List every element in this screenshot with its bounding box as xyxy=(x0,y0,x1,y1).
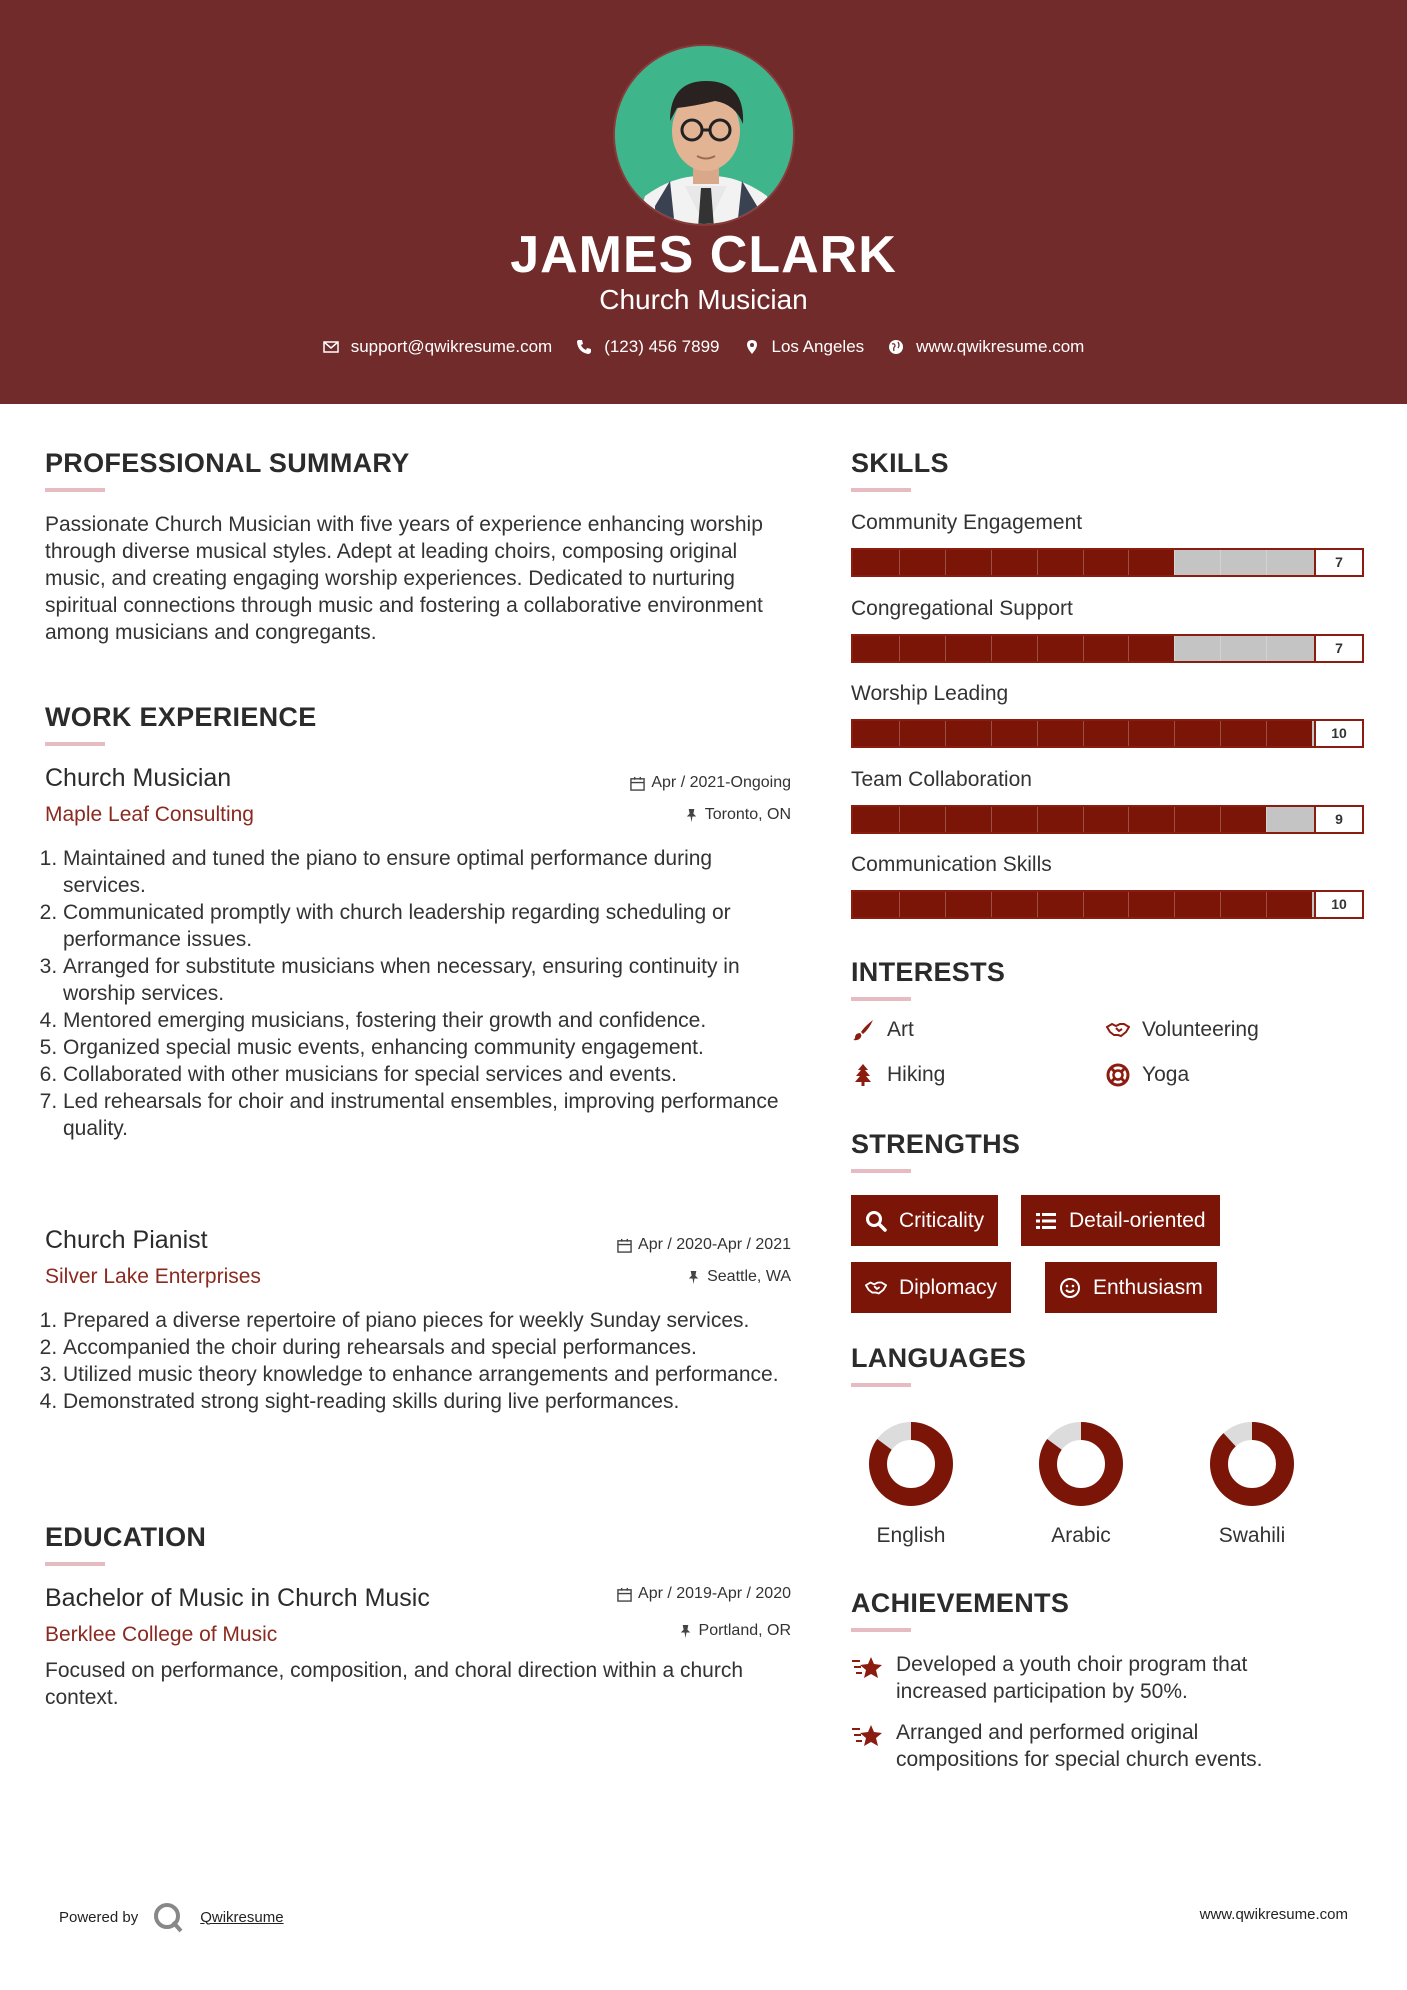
skill-bar-segment xyxy=(1220,636,1221,661)
strength-label: Enthusiasm xyxy=(1093,1275,1203,1299)
list-item: 7. Led rehearsals for choir and instrumental ensembles, improving performance quality. xyxy=(63,1088,785,1142)
interest-item xyxy=(851,1018,914,1042)
smile-icon xyxy=(1059,1277,1081,1299)
skill-bar-segment xyxy=(991,550,992,575)
skill-bar xyxy=(851,719,1364,748)
skill-bar-segment xyxy=(991,892,992,917)
phone-text: (123) 456 7899 xyxy=(604,337,720,356)
envelope-icon xyxy=(323,339,339,355)
experience-divider xyxy=(45,742,105,746)
language-label: English xyxy=(876,1524,946,1547)
skill-bar-fill xyxy=(853,550,1174,575)
skill-bar-segment xyxy=(991,636,992,661)
brand-link[interactable]: Qwikresume xyxy=(200,1908,284,1926)
list-icon xyxy=(1035,1210,1057,1232)
handshake-icon xyxy=(1106,1018,1130,1042)
shooting-star-icon xyxy=(851,1721,883,1751)
contact-email[interactable] xyxy=(323,337,553,357)
interests-divider xyxy=(851,997,911,1001)
skill-value: 7 xyxy=(1314,636,1362,661)
language-label: Arabic xyxy=(1051,1524,1111,1547)
list-item: 6. Collaborated with other musicians for special services and events. xyxy=(63,1061,785,1088)
education-description: Focused on performance, composition, and choral direction within a church context. xyxy=(45,1659,744,1709)
skill-value: 9 xyxy=(1314,807,1362,832)
skill-bar-fill xyxy=(853,636,1174,661)
strength-chip xyxy=(851,1262,1011,1313)
handshake-icon xyxy=(865,1277,887,1299)
interest-label: Hiking xyxy=(887,1063,946,1086)
interest-item xyxy=(1106,1018,1259,1042)
strengths-heading: STRENGTHS xyxy=(851,1129,1021,1159)
job-dates-text: Apr / 2021-Ongoing xyxy=(651,774,791,791)
skill-bar-segment xyxy=(945,550,946,575)
job-location xyxy=(500,1268,791,1286)
list-item: 1. Maintained and tuned the piano to ensure optimal performance during services. xyxy=(63,845,785,899)
location-text: Los Angeles xyxy=(771,337,865,356)
achievements-divider xyxy=(851,1628,911,1632)
list-item: 2. Communicated promptly with church leadership regarding scheduling or performance issues. xyxy=(63,899,785,953)
contact-phone[interactable] xyxy=(576,337,719,357)
skill-bar-segment xyxy=(1220,550,1221,575)
skill-bar-segment xyxy=(1128,892,1129,917)
skill-bar-segment xyxy=(1083,807,1084,832)
list-item: 5. Organized special music events, enhancing community engagement. xyxy=(63,1034,785,1061)
education-dates xyxy=(500,1585,791,1603)
skill-value: 7 xyxy=(1314,550,1362,575)
strength-label: Criticality xyxy=(899,1208,985,1232)
list-item: 4. Mentored emerging musicians, fostering their growth and confidence. xyxy=(63,1007,785,1034)
job-dates xyxy=(500,1236,791,1254)
skill-label: Congregational Support xyxy=(851,596,1073,620)
job-company: Maple Leaf Consulting xyxy=(45,803,254,826)
skill-bar-segment xyxy=(1128,550,1129,575)
skill-bar-segment xyxy=(1266,892,1267,917)
skill-bar-segment xyxy=(1128,636,1129,661)
skill-bar-segment xyxy=(991,721,992,746)
footer-powered xyxy=(59,1900,284,1934)
language-label: Swahili xyxy=(1218,1524,1286,1547)
skill-bar-segment xyxy=(1128,807,1129,832)
strength-chip xyxy=(1021,1195,1220,1246)
skill-bar xyxy=(851,890,1364,919)
skill-value: 10 xyxy=(1314,721,1362,746)
skill-bar-segment xyxy=(899,550,900,575)
skill-bar-segment xyxy=(1037,807,1038,832)
email-text: support@qwikresume.com xyxy=(350,337,553,356)
lifebuoy-icon xyxy=(1106,1063,1130,1087)
job-company: Silver Lake Enterprises xyxy=(45,1265,261,1288)
candidate-role: Church Musician xyxy=(599,284,808,315)
skill-bar-fill xyxy=(853,807,1266,832)
achievement-item: Developed a youth choir program that increased participation by 50%. xyxy=(896,1653,1248,1703)
skill-bar-segment xyxy=(1083,892,1084,917)
skill-label: Team Collaboration xyxy=(851,767,1032,791)
skill-bar-segment xyxy=(899,721,900,746)
job-location-text: Seattle, WA xyxy=(707,1268,791,1285)
education-dates-text: Apr / 2019-Apr / 2020 xyxy=(638,1585,791,1602)
job-title: Church Musician xyxy=(45,764,232,792)
education-location xyxy=(500,1622,791,1640)
skill-bar-segment xyxy=(899,807,900,832)
shooting-star-icon xyxy=(851,1653,883,1683)
profile-photo xyxy=(613,44,795,226)
qwikresume-logo-icon xyxy=(152,1900,186,1934)
achievements-heading: ACHIEVEMENTS xyxy=(851,1588,1070,1618)
globe-icon xyxy=(888,339,904,355)
strength-label: Diplomacy xyxy=(899,1275,998,1299)
degree-title: Bachelor of Music in Church Music xyxy=(45,1584,430,1612)
skill-bar-segment xyxy=(1037,892,1038,917)
interest-item xyxy=(851,1063,945,1087)
skill-bar-segment xyxy=(1037,550,1038,575)
strength-chip xyxy=(851,1195,998,1246)
footer-website[interactable]: www.qwikresume.com xyxy=(1199,1906,1348,1923)
experience-heading: WORK EXPERIENCE xyxy=(45,702,317,732)
language-donut-fill xyxy=(1219,1431,1285,1497)
skill-bar-segment xyxy=(1220,721,1221,746)
education-heading: EDUCATION xyxy=(45,1522,207,1552)
interest-label: Volunteering xyxy=(1142,1018,1259,1041)
calendar-icon xyxy=(617,1238,632,1253)
skill-bar-segment xyxy=(1174,807,1175,832)
skill-bar xyxy=(851,634,1364,663)
interest-label: Yoga xyxy=(1142,1063,1190,1086)
candidate-name: JAMES CLARK xyxy=(510,226,897,284)
summary-text: Passionate Church Musician with five years of experience enhancing worship through diverse musical styles. Adept at leading choirs, composing original music, and creating engaging worship experiences. Dedicated to nurturing spiritual connections through music and fostering a collaborative environment among musicians and congregants. xyxy=(45,513,763,644)
summary-heading: PROFESSIONAL SUMMARY xyxy=(45,448,410,478)
skill-bar-segment xyxy=(1083,721,1084,746)
calendar-icon xyxy=(617,1587,632,1602)
skill-bar-segment xyxy=(1266,636,1267,661)
skills-divider xyxy=(851,488,911,492)
skill-bar-segment xyxy=(1174,721,1175,746)
job-dates xyxy=(500,774,791,792)
strength-label: Detail-oriented xyxy=(1069,1208,1206,1232)
contact-bar xyxy=(0,337,1407,357)
contact-website[interactable] xyxy=(888,337,1084,357)
skill-bar-segment xyxy=(945,636,946,661)
search-icon xyxy=(865,1210,887,1232)
skill-bar xyxy=(851,805,1364,834)
website-text: www.qwikresume.com xyxy=(916,337,1085,356)
skills-heading: SKILLS xyxy=(851,448,949,478)
phone-icon xyxy=(576,339,592,355)
education-location-text: Portland, OR xyxy=(698,1622,791,1639)
list-item: 1. Prepared a diverse repertoire of piano pieces for weekly Sunday services. xyxy=(63,1307,805,1334)
list-item: 2. Accompanied the choir during rehearsals and special performances. xyxy=(63,1334,805,1361)
map-pin-icon xyxy=(744,339,760,355)
list-item: 3. Utilized music theory knowledge to enhance arrangements and performance. xyxy=(63,1361,805,1388)
job-bullets xyxy=(45,1307,805,1415)
pin-icon xyxy=(678,1624,693,1639)
interest-label: Art xyxy=(887,1018,914,1041)
job-title: Church Pianist xyxy=(45,1226,208,1254)
strengths-divider xyxy=(851,1169,911,1173)
education-divider xyxy=(45,1562,105,1566)
calendar-icon xyxy=(630,776,645,791)
job-bullets xyxy=(45,845,785,1142)
skill-label: Worship Leading xyxy=(851,682,1009,705)
pin-icon xyxy=(686,1270,701,1285)
strength-chip xyxy=(1045,1262,1217,1313)
skill-bar-segment xyxy=(1083,550,1084,575)
skill-bar-segment xyxy=(1174,550,1175,575)
interests-heading: INTERESTS xyxy=(851,957,1006,987)
contact-location xyxy=(744,337,865,357)
skill-bar-segment xyxy=(899,636,900,661)
skill-bar-segment xyxy=(945,807,946,832)
summary-divider xyxy=(45,488,105,492)
skill-bar-segment xyxy=(899,892,900,917)
skill-bar-segment xyxy=(1174,636,1175,661)
paintbrush-icon xyxy=(851,1018,875,1042)
tree-icon xyxy=(851,1063,875,1087)
achievement-item: Arranged and performed original compositions for special church events. xyxy=(896,1721,1263,1771)
skill-bar-segment xyxy=(945,721,946,746)
skill-bar-segment xyxy=(1128,721,1129,746)
skill-bar-segment xyxy=(1083,636,1084,661)
skill-value: 10 xyxy=(1314,892,1362,917)
skill-bar-segment xyxy=(1266,550,1267,575)
skill-bar-segment xyxy=(1037,721,1038,746)
resume-header xyxy=(0,0,1407,404)
languages-divider xyxy=(851,1383,911,1387)
list-item: 3. Arranged for substitute musicians when necessary, ensuring continuity in worship services. xyxy=(63,953,785,1007)
school-name: Berklee College of Music xyxy=(45,1623,278,1646)
skill-bar-segment xyxy=(1037,636,1038,661)
skill-bar-segment xyxy=(1220,807,1221,832)
language-donut xyxy=(1207,1419,1297,1509)
job-location-text: Toronto, ON xyxy=(704,806,791,823)
powered-by-text: Powered by xyxy=(59,1908,139,1926)
job-dates-text: Apr / 2020-Apr / 2021 xyxy=(638,1236,791,1253)
skill-bar-segment xyxy=(945,892,946,917)
skill-bar-segment xyxy=(991,807,992,832)
skill-label: Community Engagement xyxy=(851,511,1083,534)
skill-bar-segment xyxy=(1174,892,1175,917)
languages-heading: LANGUAGES xyxy=(851,1343,1027,1373)
language-donut xyxy=(1036,1419,1126,1509)
pin-icon xyxy=(684,808,699,823)
skill-bar-segment xyxy=(1266,807,1267,832)
interest-item xyxy=(1106,1063,1189,1087)
skill-bar-segment xyxy=(1220,892,1221,917)
language-donut xyxy=(866,1419,956,1509)
skill-label: Communication Skills xyxy=(851,853,1052,876)
list-item: 4. Demonstrated strong sight-reading skills during live performances. xyxy=(63,1388,805,1415)
skill-bar xyxy=(851,548,1364,577)
skill-bar-segment xyxy=(1266,721,1267,746)
job-location xyxy=(500,806,791,824)
